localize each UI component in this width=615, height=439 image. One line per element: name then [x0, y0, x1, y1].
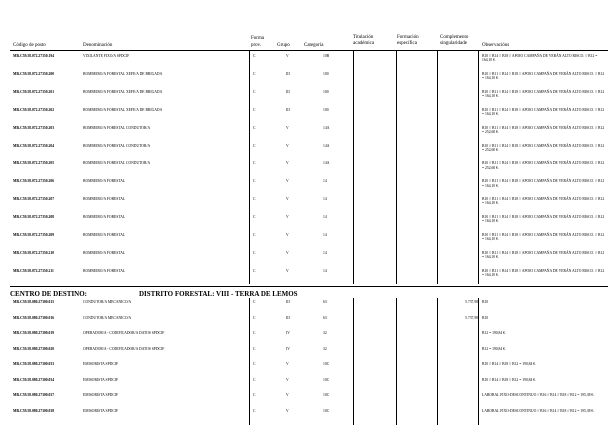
cell-denominacion: BOMBEIRO/A FORESTAL: [83, 179, 126, 184]
cell-categoria: 14: [323, 197, 327, 202]
cell-grupo: III: [286, 315, 290, 320]
cell-posto-codigo: MR.C59.58.080.27300.016: [13, 315, 55, 320]
cell-posto-codigo: MR.C59.58.080.27300.020: [13, 346, 55, 351]
cell-denominacion: OPERADOR/A - CODIFICADOR/A DATOS SPDCIF: [83, 346, 165, 351]
cell-posto-codigo: MR.C59.58.080.27300.038: [13, 408, 55, 413]
cell-forma-prov: C: [253, 315, 256, 320]
cell-observacions: B10 // B11 // B14 // B18 // APOIO CAMPAÑA DE VERÁN ALTO RISCO. // B12 = 164,10 €.: [482, 268, 605, 277]
cell-denominacion: BOMBEIRO/A FORESTAL: [83, 250, 126, 255]
cell-forma-prov: C: [253, 179, 256, 184]
header-titulacion: [353, 35, 374, 46]
cell-observacions: B10 // B11 // B14 // B18 // APOIO CAMPAÑA DE VERÁN ALTO RISCO. // B12 = 252,60 €.: [482, 161, 605, 170]
cell-denominacion: BOMBEIRO/A FORESTAL XEFE/A DE BRIGADA: [83, 107, 163, 112]
header-categoria: Categoría: [304, 43, 324, 48]
cell-categoria: 10C: [323, 393, 330, 397]
header-titulacion-line2: académica: [353, 40, 375, 46]
cell-grupo: V: [286, 408, 289, 413]
cell-observacions: B10 // B14 // B18 // B12 = 190,84 €.: [482, 377, 537, 382]
cell-denominacion: VIXILANTE FIXO/A SPDCIF: [83, 54, 130, 58]
cell-forma-prov: C: [253, 125, 256, 130]
cell-forma-prov: C: [253, 197, 256, 202]
cell-denominacion: CONDUTOR/A MECANICO/A: [83, 300, 132, 304]
table-row: [0, 233, 615, 251]
header-codigo: Código de posto: [13, 43, 46, 48]
cell-complemento: 5.737,98: [465, 315, 478, 320]
header-complemento: [440, 35, 468, 46]
cell-observacions: B10 // B11 // B14 // B18 // APOIO CAMPAÑA DE VERÁN ALTO RISCO. // B12 = 164,10 €.: [482, 71, 605, 81]
cell-grupo: V: [286, 233, 289, 237]
cell-grupo: V: [286, 179, 289, 184]
cell-grupo: V: [286, 143, 289, 148]
cell-grupo: V: [286, 215, 289, 220]
cell-posto-codigo: MR.C59.58.072.27350.209: [13, 233, 55, 237]
cell-grupo: V: [286, 125, 289, 130]
cell-forma-prov: C: [253, 250, 256, 255]
cell-posto-codigo: MR.C59.58.072.27350.207: [13, 197, 55, 202]
header-forma-line1: Forma: [251, 36, 265, 41]
table-row: [0, 108, 615, 126]
cell-grupo: III: [286, 300, 290, 304]
cell-posto-codigo: MR.C59.58.072.27350.201: [13, 89, 55, 94]
cell-categoria: 63: [323, 315, 327, 320]
cell-observacions: LABORAL FIXO-DESCONTINUO // B16 // B14 // B18 // B12 = 195,38 €.: [482, 393, 595, 397]
cell-posto-codigo: MR.C59.58.072.27350.203: [13, 125, 55, 130]
cell-observacions: B10 // B14 // B18 // B12 = 190,84 €.: [482, 362, 537, 366]
cell-grupo: V: [286, 393, 289, 397]
cell-denominacion: EMISORISTA SPDCIF: [83, 393, 119, 397]
cell-observacions: B10 // B11 // B14 // B18 // APOIO CAMPAÑA DE VERÁN ALTO RISCO. // B12 = 164,10 €.: [482, 197, 605, 206]
cell-forma-prov: C: [253, 107, 256, 112]
table-row: [0, 54, 615, 72]
table-row: [0, 251, 615, 269]
cell-posto-codigo: MR.C59.58.072.27350.206: [13, 179, 55, 184]
cell-denominacion: BOMBEIRO/A FORESTAL: [83, 197, 126, 202]
cell-categoria: 14: [323, 268, 327, 273]
section-name: DISTRITO FORESTAL: VIII - TERRA DE LEMOS: [139, 290, 298, 298]
header-formacion-line1: Formación: [397, 35, 419, 40]
section-rule: [10, 286, 608, 287]
cell-forma-prov: C: [253, 362, 256, 366]
table-row: [0, 197, 615, 215]
cell-categoria: 32: [323, 346, 327, 351]
header-forma: [251, 36, 264, 49]
cell-posto-codigo: MR.C59.58.072.27350.211: [13, 268, 54, 273]
table-row: [0, 161, 615, 179]
cell-categoria: 100: [323, 107, 329, 112]
cell-grupo: V: [286, 250, 289, 255]
cell-denominacion: BOMBEIRO/A FORESTAL: [83, 268, 126, 273]
cell-forma-prov: C: [253, 71, 256, 76]
cell-forma-prov: C: [253, 346, 256, 351]
cell-observacions: LABORAL FIXO-DESCONTINUO // B16 // B14 // B18 // B12 = 195,38 €.: [482, 408, 595, 413]
cell-denominacion: CONDUTOR/A MECANICO/A: [83, 315, 132, 320]
cell-categoria: 10C: [323, 377, 330, 382]
table-row: [0, 126, 615, 144]
header-formacion-line2: específica: [397, 40, 417, 46]
cell-forma-prov: C: [253, 393, 256, 397]
cell-forma-prov: C: [253, 377, 256, 382]
cell-observacions: B10: [482, 300, 489, 304]
table-row: [0, 269, 615, 287]
cell-categoria: 14A: [323, 161, 330, 166]
cell-categoria: 14A: [323, 143, 330, 148]
section-label: CENTRO DE DESTINO:: [10, 290, 88, 298]
table-row: [0, 72, 615, 90]
cell-grupo: V: [286, 268, 289, 273]
cell-observacions: B12 = 190,84 €.: [482, 346, 506, 351]
header-rule: [10, 50, 608, 51]
cell-observacions: B10 // B11 // B14 // B18 // APOIO CAMPAÑA DE VERÁN ALTO RISCO. // B12 = 164,10 €.: [482, 107, 605, 116]
cell-forma-prov: C: [253, 89, 256, 94]
cell-forma-prov: C: [253, 268, 256, 273]
cell-categoria: 100: [323, 89, 329, 94]
cell-categoria: 14A: [323, 125, 330, 130]
header-titulacion-line1: Titulación: [353, 35, 374, 40]
cell-observacions: B10 // B11 // B14 // B18 // APOIO CAMPAÑA DE VERÁN ALTO RISCO. // B12 = 164,10 €.: [482, 179, 605, 188]
cell-denominacion: BOMBEIRO/A FORESTAL: [83, 215, 126, 220]
cell-posto-codigo: MR.C59.58.072.27350.202: [13, 107, 55, 112]
cell-observacions: B10 // B11 // B14 // B18 // APOIO CAMPAÑA DE VERÁN ALTO RISCO. // B12 = 252,60 €.: [482, 143, 605, 152]
cell-categoria: 14: [323, 233, 327, 237]
cell-posto-codigo: MR.C59.58.072.27350.205: [13, 161, 55, 166]
cell-forma-prov: C: [253, 408, 256, 413]
header-complemento-line1: Complemento: [440, 35, 469, 40]
cell-observacions: B10 // B11 // B14 // B18 // APOIO CAMPAÑA DE VERÁN ALTO RISCO. // B12 = 164,10 €.: [482, 89, 605, 98]
header-grupo: Grupo: [277, 43, 290, 48]
cell-posto-codigo: MR.C59.58.080.27300.015: [13, 300, 55, 304]
cell-posto-codigo: MR.C59.58.080.27300.033: [13, 362, 55, 366]
cell-denominacion: BOMBEIRO/A FORESTAL XEFE/A DE BRIGADA: [83, 89, 163, 94]
cell-categoria: 10C: [323, 362, 330, 366]
cell-categoria: 100: [323, 71, 329, 76]
cell-categoria: 10C: [323, 408, 330, 413]
cell-denominacion: BOMBEIRO/A FORESTAL CONDUTOR/A: [83, 125, 151, 130]
cell-denominacion: BOMBEIRO/A FORESTAL XEFE/A DE BRIGADA: [83, 71, 163, 76]
cell-forma-prov: C: [253, 300, 256, 304]
cell-grupo: III: [286, 107, 290, 112]
cell-posto-codigo: MR.C59.58.072.27350.204: [13, 143, 55, 148]
cell-categoria: 32: [323, 331, 327, 335]
cell-observacions: B10: [482, 315, 489, 320]
cell-categoria: 14: [323, 250, 327, 255]
cell-observacions: B10 // B11 // B14 // B18 // APOIO CAMPAÑA DE VERÁN ALTO RISCO. // B12 = 164,10 €.: [482, 250, 605, 260]
cell-denominacion: BOMBEIRO/A FORESTAL CONDUTOR/A: [83, 161, 151, 166]
table-row: [0, 179, 615, 197]
header-observacions: Observacións: [482, 43, 510, 48]
cell-forma-prov: C: [253, 331, 256, 335]
cell-grupo: V: [286, 54, 289, 58]
cell-forma-prov: C: [253, 143, 256, 148]
cell-forma-prov: C: [253, 233, 256, 237]
cell-posto-codigo: MR.C59.58.080.27300.019: [13, 331, 55, 335]
cell-categoria: 63: [323, 300, 327, 304]
cell-observacions: B12 = 190,84 €.: [482, 331, 506, 335]
cell-posto-codigo: MR.C59.58.080.27300.037: [13, 393, 55, 397]
header-forma-line2: prov.: [251, 43, 262, 48]
table-row: [0, 409, 615, 427]
cell-denominacion: EMISORISTA SPDCIF: [83, 408, 119, 413]
cell-denominacion: BOMBEIRO/A FORESTAL CONDUTOR/A: [83, 143, 151, 148]
cell-observacions: B10 // B14 // B18 // APOIO CAMPAÑA DE VERÁN ALTO RISCO. // B12 = 164,10 €.: [482, 54, 598, 63]
cell-denominacion: EMISORISTA SPDCIF: [83, 377, 119, 382]
cell-grupo: V: [286, 161, 289, 166]
table-row: [0, 90, 615, 108]
table-row: [0, 215, 615, 233]
cell-posto-codigo: MR.C59.58.072.27350.194: [13, 54, 55, 58]
cell-complemento: 5.737,98: [465, 300, 478, 304]
table-row: [0, 144, 615, 162]
cell-observacions: B10 // B11 // B14 // B18 // APOIO CAMPAÑA DE VERÁN ALTO RISCO. // B12 = 164,10 €.: [482, 215, 605, 224]
cell-observacions: B10 // B11 // B14 // B18 // APOIO CAMPAÑA DE VERÁN ALTO RISCO. // B12 = 164,10 €.: [482, 233, 605, 242]
header-denominacion: Denominación: [83, 43, 113, 48]
cell-observacions: B10 // B11 // B14 // B18 // APOIO CAMPAÑA DE VERÁN ALTO RISCO. // B12 = 252,60 €.: [482, 125, 605, 134]
cell-denominacion: EMISORISTA SPDCIF: [83, 362, 119, 366]
cell-grupo: V: [286, 377, 289, 382]
cell-denominacion: BOMBEIRO/A FORESTAL: [83, 233, 126, 237]
cell-forma-prov: C: [253, 215, 256, 220]
cell-grupo: III: [286, 89, 290, 94]
cell-categoria: 10B: [323, 54, 330, 58]
cell-posto-codigo: MR.C59.58.072.27350.210: [13, 250, 55, 255]
header-complemento-line2: singularidade: [440, 40, 467, 46]
cell-categoria: 14: [323, 215, 327, 220]
cell-denominacion: OPERADOR/A - CODIFICADOR/A DATOS SPDCIF: [83, 331, 165, 335]
cell-forma-prov: C: [253, 54, 256, 58]
header-formacion: [397, 35, 419, 46]
cell-grupo: III: [286, 71, 290, 76]
cell-grupo: V: [286, 362, 289, 366]
cell-forma-prov: C: [253, 161, 256, 166]
cell-grupo: IV: [286, 331, 290, 335]
cell-posto-codigo: MR.C59.58.072.27350.200: [13, 71, 55, 76]
cell-grupo: IV: [286, 346, 290, 351]
cell-categoria: 14: [323, 179, 327, 184]
cell-grupo: V: [286, 197, 289, 202]
cell-posto-codigo: MR.C59.58.072.27350.208: [13, 215, 55, 220]
cell-posto-codigo: MR.C59.58.080.27300.034: [13, 377, 55, 382]
